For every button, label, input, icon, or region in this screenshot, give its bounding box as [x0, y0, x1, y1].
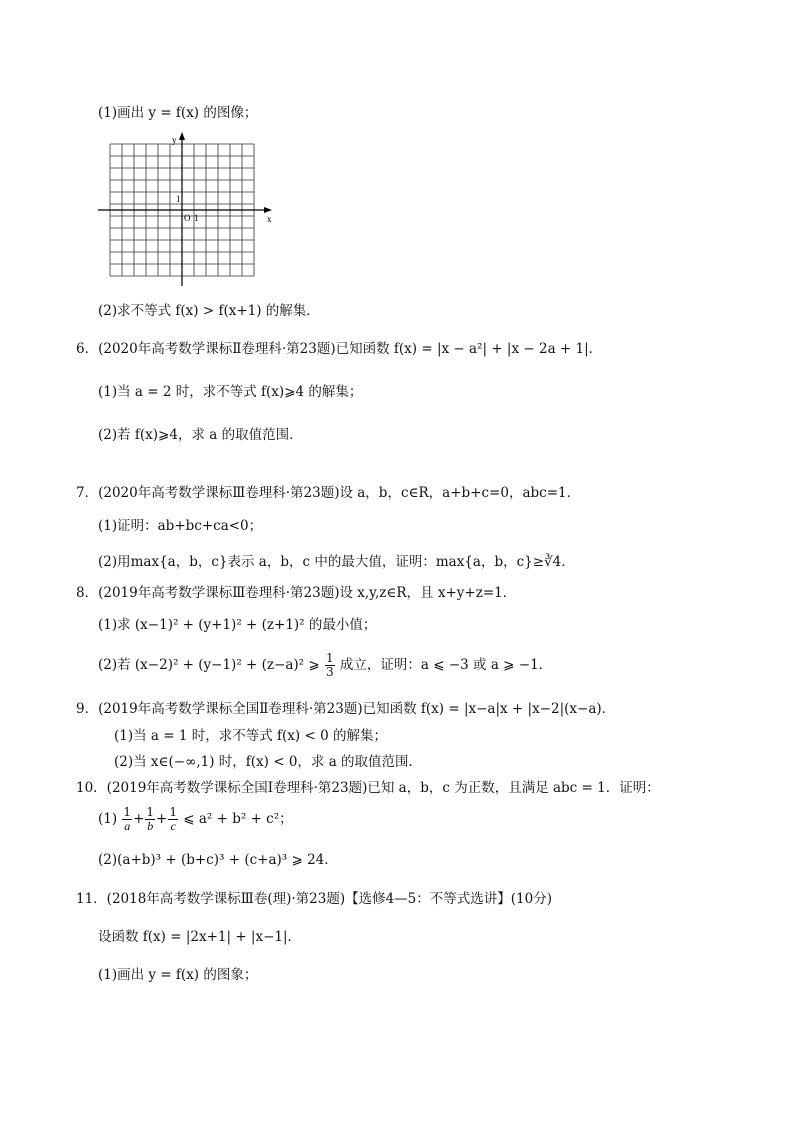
q8-part1: (1)求 (x−1)² + (y+1)² + (z+1)² 的最小值；: [98, 617, 377, 633]
q7-head: 7．(2020年高考数学课标Ⅲ卷理科·第23题)设 a，b，c∈R，a+b+c=0，abc=1．: [76, 485, 581, 501]
q6-formula: f(x) = |x − a²| + |x − 2a + 1|．: [393, 341, 603, 357]
q8-frac-num: 1: [325, 651, 334, 665]
q11-part1: (1)画出 y = f(x) 的图象；: [98, 967, 258, 983]
q10-part1: (1) $\frac{1}{a}$ + $\frac{1}{b}$ + $\frac{1}{c}$ ⩽ a² + b² + c²；: [98, 805, 293, 833]
q9-head: 9．(2019年高考数学课标全国Ⅱ卷理科·第23题)已知函数 f(x) = |x−a|x + |x−2|(x−a)．: [76, 701, 616, 717]
q5-part2: (2)求不等式 f(x) > f(x+1) 的解集．: [98, 303, 320, 319]
q10-part1-suffix: ⩽ a² + b² + c²；: [183, 811, 293, 827]
q5-part1: (1)画出 y = f(x) 的图像；: [98, 105, 258, 121]
y-axis-arrow: [179, 132, 185, 140]
q11-line: 设函数 f(x) = |2x+1| + |x−1|．: [98, 929, 302, 945]
q10-frac-b: $\frac{1}{b}$: [146, 805, 155, 833]
q11-head: 11．(2018年高考数学课标Ⅲ卷(理)·第23题)【选修4—5：不等式选讲】(10分): [76, 891, 552, 907]
q8-head: 8．(2019年高考数学课标Ⅲ卷理科·第23题)设 x,y,z∈R，且 x+y+z=1．: [76, 585, 517, 601]
y-axis-label: y: [172, 135, 177, 145]
q7-part1: (1)证明：ab+bc+ca<0；: [98, 518, 263, 534]
origin-label: O: [184, 213, 191, 223]
q8-part2: [98, 652, 552, 679]
x-axis-arrow: [264, 207, 272, 213]
q8-frac-den: 3: [325, 665, 334, 679]
grid-svg: [96, 130, 276, 290]
unit-y-label: 1: [176, 194, 181, 204]
q8-part2-a: (2)若 (x−2)² + (y−1)² + (z−a)² ⩾: [98, 657, 320, 673]
coordinate-grid: [96, 130, 276, 290]
q8-part2-b: 成立，证明：a ⩽ −3 或 a ⩾ −1．: [339, 657, 553, 673]
q7-part2: (2)用max{a，b，c}表示 a，b，c 中的最大值，证明：max{a，b，c}≥∛4．: [98, 554, 575, 570]
q10-part2: (2)(a+b)³ + (b+c)³ + (c+a)³ ⩾ 24．: [98, 852, 338, 868]
x-axis-label: x: [267, 214, 272, 224]
q10-frac-a: $\frac{1}{a}$: [123, 805, 132, 833]
q6-part1: (1)当 a = 2 时，求不等式 f(x)⩾4 的解集；: [98, 384, 363, 400]
q8-fraction: [325, 652, 335, 679]
q6-head-text: 6．(2020年高考数学课标Ⅱ卷理科·第23题)已知函数: [76, 341, 390, 357]
q6-head: [76, 340, 602, 358]
q6-part2: (2)若 f(x)⩾4，求 a 的取值范围．: [98, 427, 303, 443]
q10-frac-c: $\frac{1}{c}$: [169, 805, 177, 833]
q9-part1: (1)当 a = 1 时，求不等式 f(x) < 0 的解集；: [114, 728, 387, 744]
q9-part2: (2)当 x∈(−∞,1) 时，f(x) < 0，求 a 的取值范围．: [114, 754, 423, 770]
q10-part1-prefix: (1): [98, 811, 118, 827]
q10-head: 10．(2019年高考数学课标全国Ⅰ卷理科·第23题)已知 a，b，c 为正数，且满足 abc = 1．证明：: [76, 780, 660, 796]
unit-x-label: 1: [194, 213, 199, 223]
